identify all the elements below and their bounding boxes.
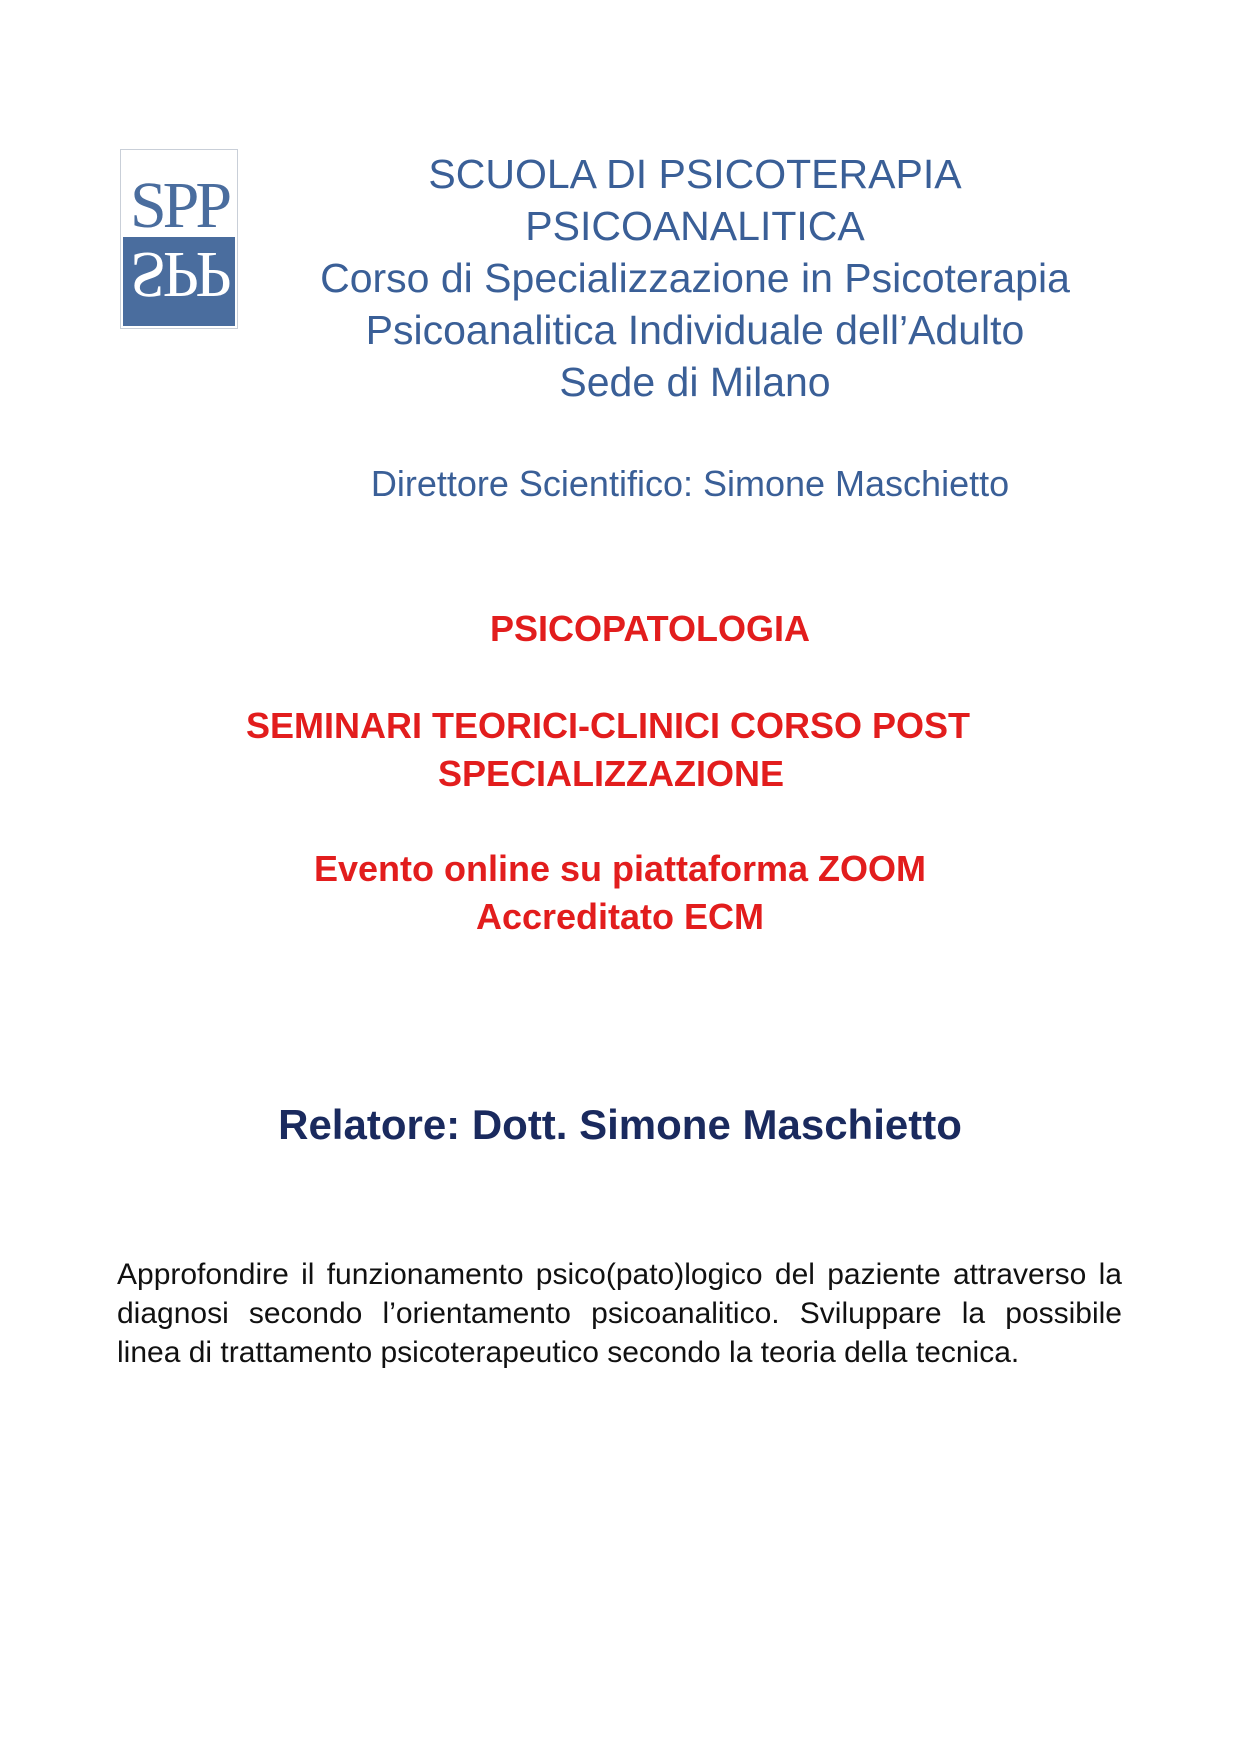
spp-logo-icon [120, 149, 238, 329]
svg-text:SPP: SPP [129, 238, 229, 311]
header-line-4: Psicoanalitica Individuale dell’Adulto [365, 307, 1025, 353]
event-mode-line-1: Evento online su piattaforma ZOOM [313, 848, 927, 889]
director-line: Direttore Scientifico: Simone Maschietto [370, 463, 1010, 504]
header-line-2: PSICOANALITICA [525, 203, 865, 249]
relatore: Relatore: Dott. Simone Maschietto [278, 1101, 962, 1148]
description-paragraph: Approfondire il funzionamento psico(pato)logico del paziente attraverso la diagnosi secondo l’orientamento psicoanalitico. Sviluppare la possibile linea di trattamento psicoterapeutico secondo la teoria della tecnica. [117, 1258, 1122, 1369]
school-header [250, 148, 1140, 408]
event-mode [220, 845, 1020, 941]
seminari-line-2: SPECIALIZZAZIONE [437, 753, 784, 794]
svg-text:SPP: SPP [129, 169, 229, 242]
header-line-5: Sede di Milano [559, 359, 831, 405]
header-line-1: SCUOLA DI PSICOTERAPIA [428, 151, 962, 197]
header-line-3: Corso di Specializzazione in Psicoterapia [320, 255, 1070, 301]
seminari-line-1: SEMINARI TEORICI-CLINICI CORSO POST [246, 705, 971, 746]
section-title: PSICOPATOLOGIA [489, 608, 811, 649]
event-mode-line-2: Accreditato ECM [475, 896, 765, 937]
spp-logo [120, 149, 238, 329]
